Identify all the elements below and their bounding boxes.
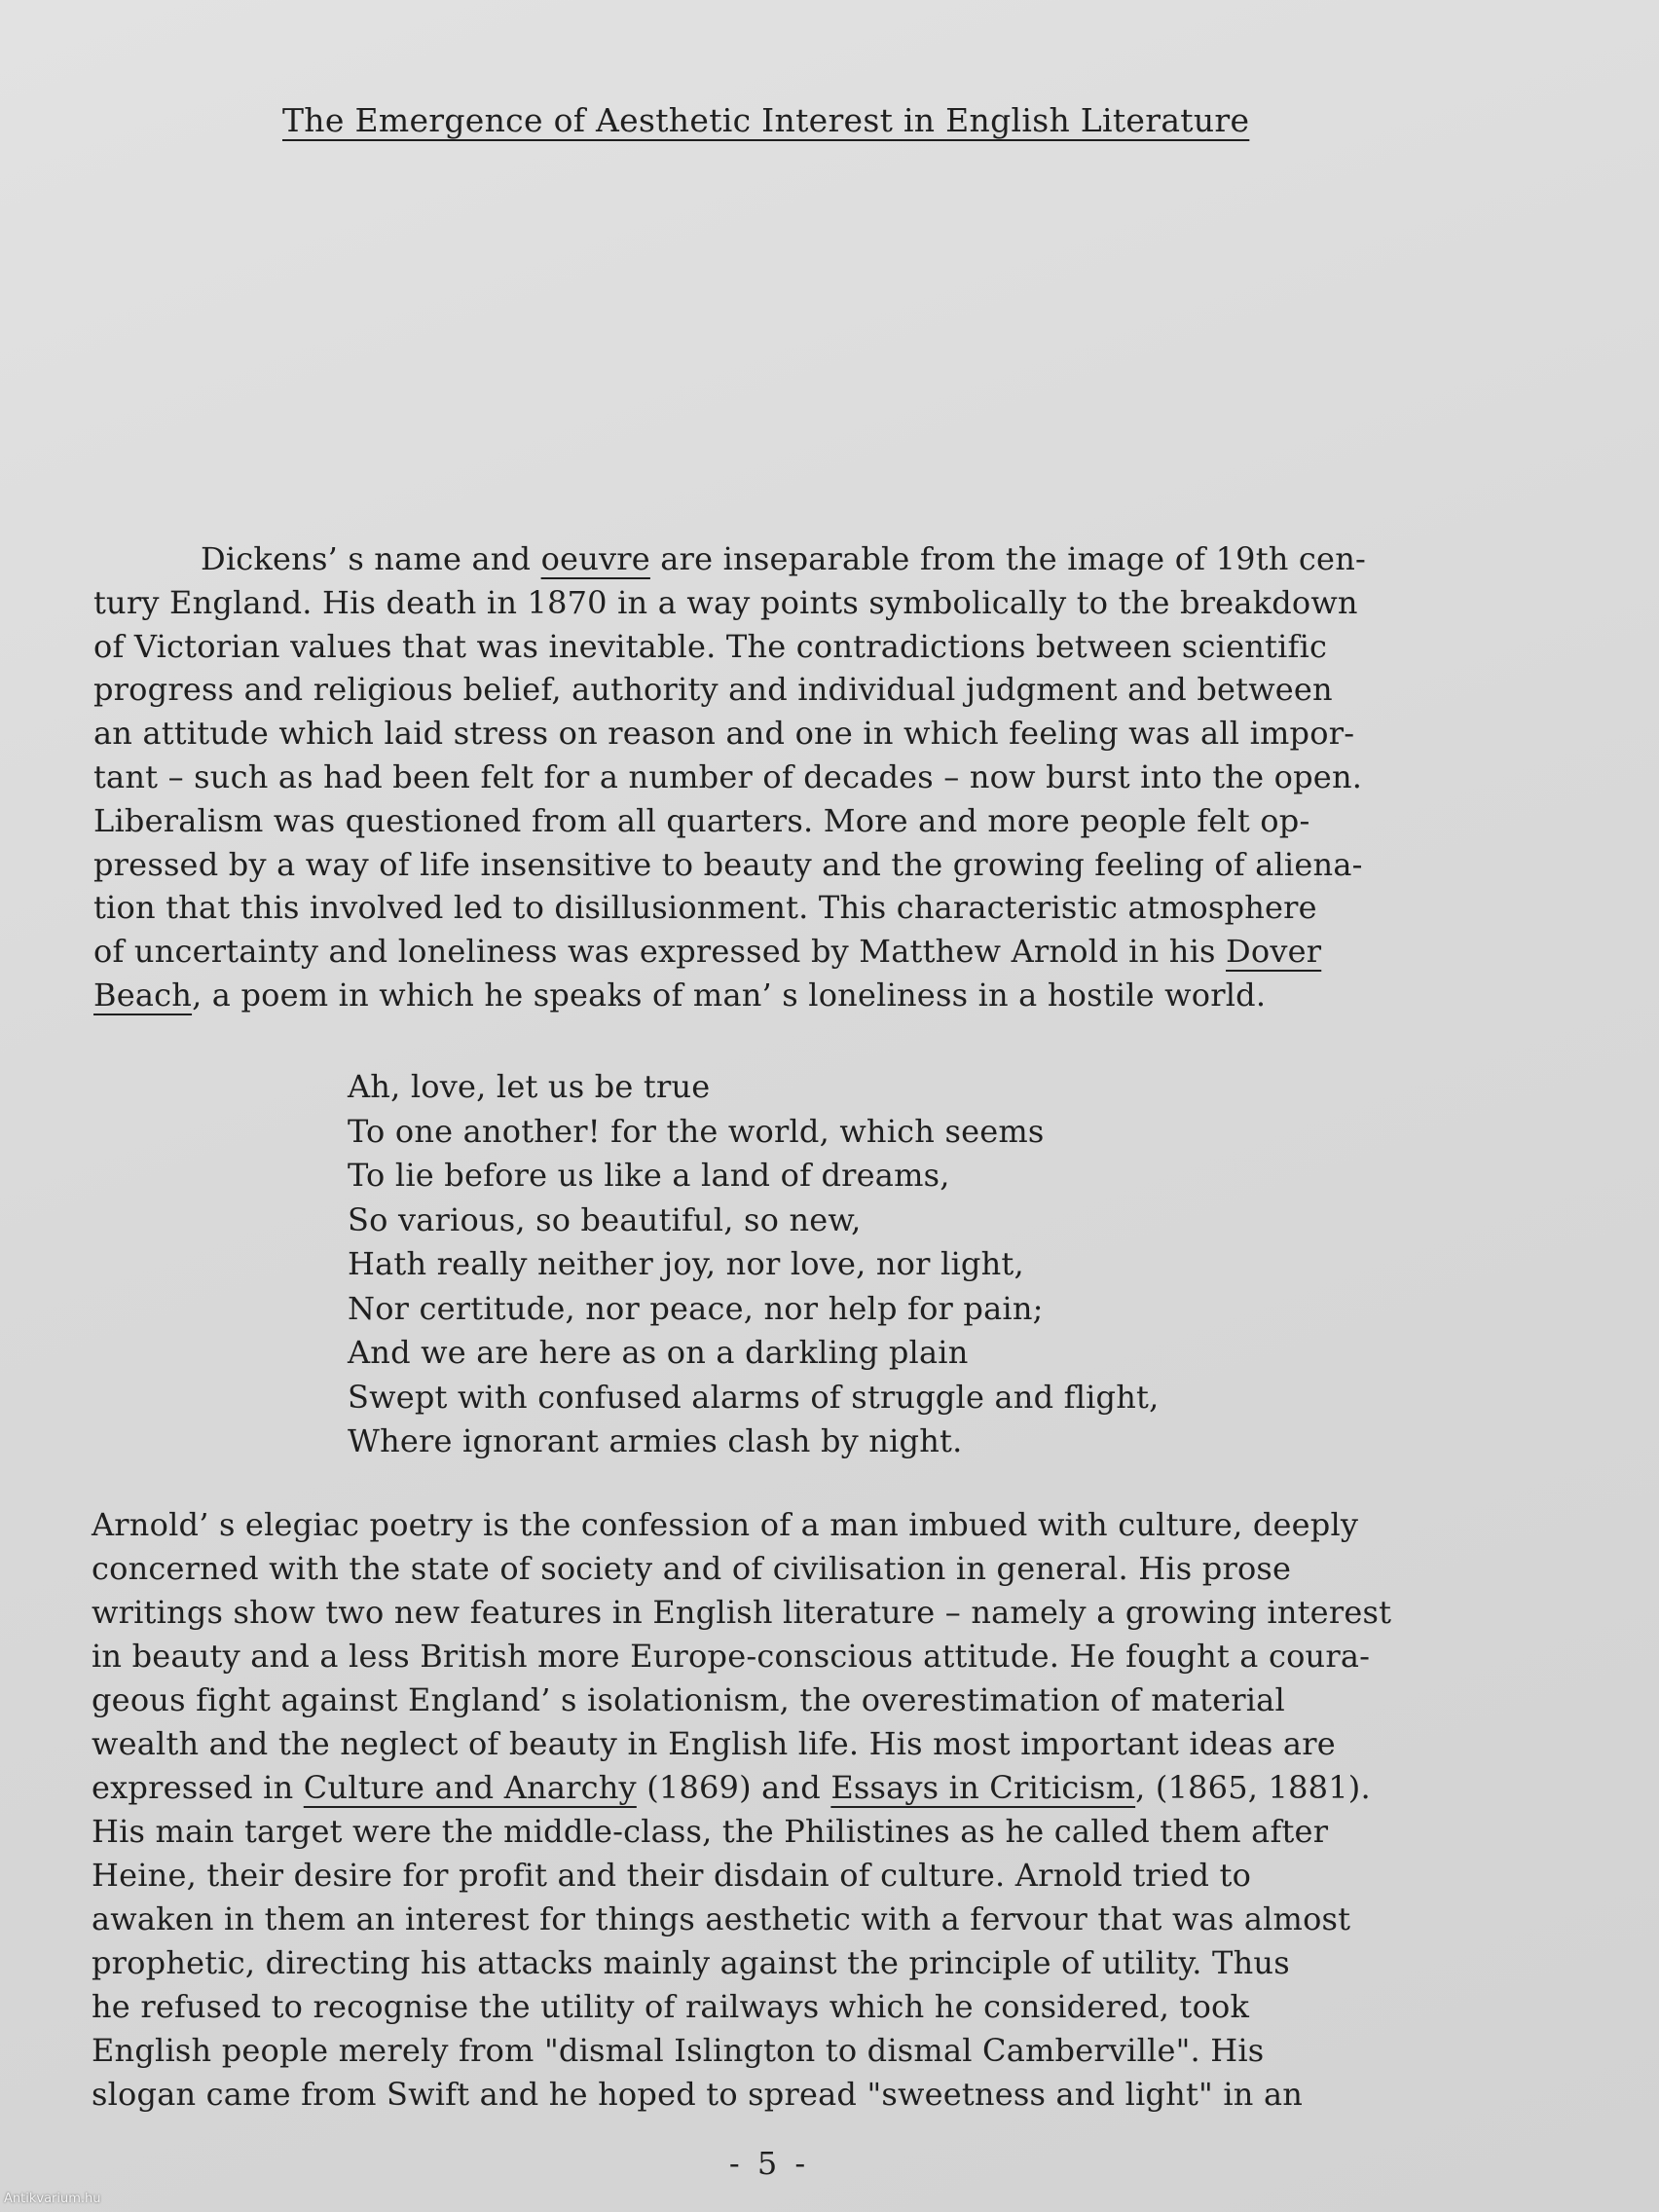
poem-quote	[348, 1065, 1224, 1464]
text-line: English people merely from "dismal Islington to dismal Camberville". His	[92, 2032, 1265, 2069]
text-line: progress and religious belief, authority and individual judgment and between	[93, 671, 1333, 709]
text-line: in beauty and a less British more Europe-conscious attitude. He fought a coura-	[92, 1638, 1371, 1675]
poem-line: To one another! for the world, which seems	[348, 1112, 1045, 1150]
text-line: Arnold’ s elegiac poetry is the confession of a man imbued with culture, deeply	[92, 1506, 1359, 1543]
poem-line: Ah, love, let us be true	[348, 1068, 711, 1105]
paragraph-arnold	[92, 1503, 1513, 2117]
text-segment: (1869) and	[636, 1769, 831, 1806]
text-segment: , a poem in which he speaks of man’ s loneliness in a hostile world.	[192, 976, 1267, 1014]
poem-line: Hath really neither joy, nor love, nor light,	[348, 1245, 1024, 1282]
text-line: awaken in them an interest for things aesthetic with a fervour that was almost	[92, 1900, 1351, 1937]
text-segment: , (1865, 1881).	[1135, 1769, 1371, 1806]
underlined-title-essays-in-criticism: Essays in Criticism	[830, 1769, 1136, 1806]
text-line	[92, 1766, 1513, 1810]
underlined-term-oeuvre: oeuvre	[540, 540, 650, 577]
text-line: wealth and the neglect of beauty in English life. His most important ideas are	[92, 1725, 1336, 1762]
paragraph-dickens	[93, 537, 1495, 1017]
text-segment: are inseparable from the image of 19th cen-	[649, 540, 1367, 577]
poem-line: To lie before us like a land of dreams,	[348, 1157, 950, 1194]
poem-line: Where ignorant armies clash by night.	[348, 1422, 963, 1459]
text-line: he refused to recognise the utility of railways which he considered, took	[92, 1988, 1250, 2025]
text-line	[93, 974, 1495, 1017]
text-line: an attitude which laid stress on reason and one in which feeling was all impor-	[93, 715, 1355, 753]
watermark: Antikvarium.hu	[4, 2192, 101, 2206]
underlined-title-dover: Dover	[1226, 933, 1322, 971]
text-line: Liberalism was questioned from all quarters. More and more people felt op-	[93, 801, 1310, 839]
text-segment: of uncertainty and loneliness was expressed by Matthew Arnold in his	[93, 933, 1227, 971]
text-line: geous fight against England’ s isolationism, the overestimation of material	[92, 1681, 1285, 1718]
text-line: pressed by a way of life insensitive to beauty and the growing feeling of aliena-	[93, 845, 1363, 883]
text-line: tion that this involved led to disillusionment. This characteristic atmosphere	[93, 889, 1317, 927]
text-segment: Dickens’ s name and	[201, 540, 541, 577]
text-line: prophetic, directing his attacks mainly against the principle of utility. Thus	[92, 1944, 1290, 1981]
text-line: Heine, their desire for profit and their disdain of culture. Arnold tried to	[92, 1857, 1252, 1894]
text-line: concerned with the state of society and of civilisation in general. His prose	[92, 1550, 1292, 1587]
text-line: slogan came from Swift and he hoped to spread "sweetness and light" in an	[92, 2076, 1304, 2113]
page-number: - 5 -	[728, 2145, 810, 2182]
poem-line: Swept with confused alarms of struggle and flight,	[348, 1378, 1160, 1416]
text-line: tant – such as had been felt for a number of decades – now burst into the open.	[93, 757, 1363, 795]
text-segment: expressed in	[92, 1769, 304, 1806]
text-line	[93, 537, 1495, 581]
poem-line: And we are here as on a darkling plain	[348, 1334, 969, 1371]
poem-line: So various, so beautiful, so new,	[348, 1200, 862, 1238]
text-line: His main target were the middle-class, the Philistines as he called them after	[92, 1813, 1329, 1850]
text-line: of Victorian values that was inevitable. The contradictions between scientific	[93, 627, 1328, 665]
underlined-title-culture-and-anarchy: Culture and Anarchy	[303, 1769, 637, 1806]
underlined-title-beach: Beach	[93, 976, 193, 1014]
text-line	[93, 930, 1495, 974]
text-line: writings show two new features in English literature – namely a growing interest	[92, 1594, 1392, 1631]
page-title: The Emergence of Aesthetic Interest in English Literature	[282, 101, 1250, 139]
poem-line: Nor certitude, nor peace, nor help for pain;	[348, 1289, 1044, 1327]
text-line: tury England. His death in 1870 in a way points symbolically to the breakdown	[93, 583, 1358, 621]
